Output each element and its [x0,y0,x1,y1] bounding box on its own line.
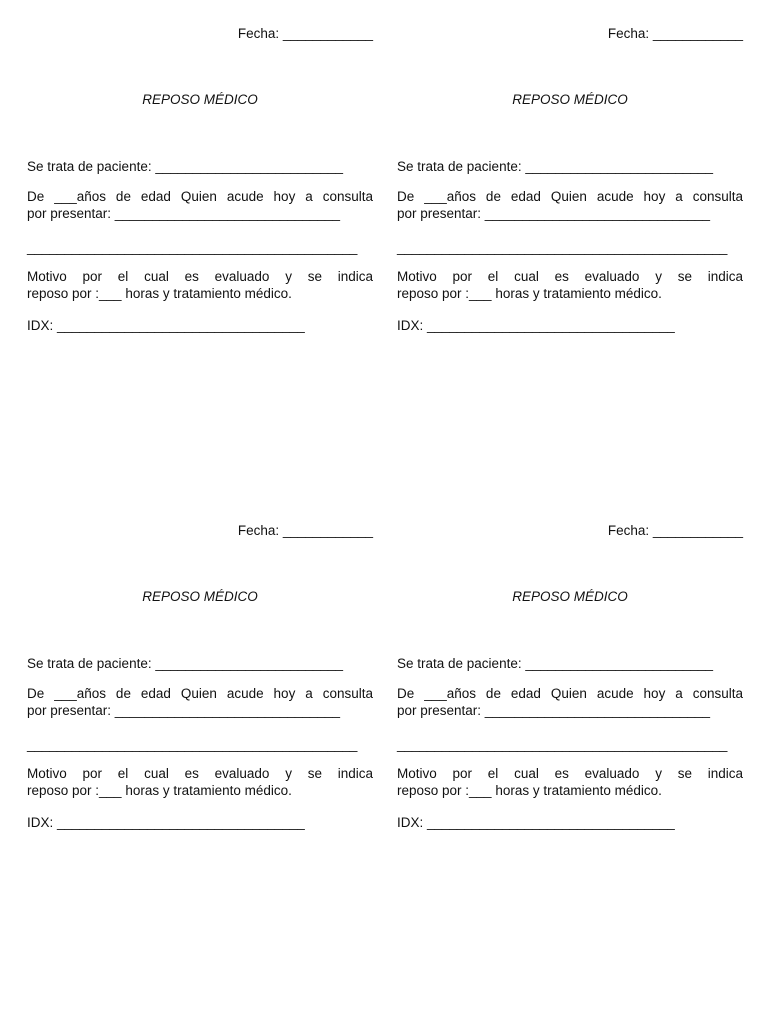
medical-rest-form-bottom-left [27,519,373,919]
blank-fill-line: ____________________________________________ [397,737,728,752]
idx-field: IDX: _________________________________ [397,318,675,333]
date-field: Fecha: ____________ [607,26,743,41]
medical-rest-form-bottom-right [397,519,743,919]
age-reason-paragraph [27,188,373,222]
age-line: De ___años de edad Quien acude hoy a consulta [27,686,373,701]
motive-line: Motivo por el cual es evaluado y se indica [397,766,743,781]
blank-fill-line: ____________________________________________ [27,240,358,255]
motive-line: Motivo por el cual es evaluado y se indica [27,269,373,284]
patient-field: Se trata de paciente: _________________________ [397,656,714,671]
motive-paragraph [397,268,743,302]
age-line: De ___años de edad Quien acude hoy a consulta [397,189,743,204]
patient-field: Se trata de paciente: _________________________ [27,159,344,174]
rest-hours-line: reposo por :___ horas y tratamiento médico. [397,783,662,798]
age-reason-paragraph [397,188,743,222]
blank-fill-line: ____________________________________________ [27,737,358,752]
medical-rest-form-top-right [397,22,743,422]
idx-field: IDX: _________________________________ [27,318,305,333]
date-field: Fecha: ____________ [237,523,373,538]
presenting-line: por presentar: ______________________________ [397,703,711,718]
rest-hours-line: reposo por :___ horas y tratamiento médico. [397,286,662,301]
motive-line: Motivo por el cual es evaluado y se indica [27,766,373,781]
form-title: REPOSO MÉDICO [512,92,628,107]
age-reason-paragraph [397,685,743,719]
motive-paragraph [27,268,373,302]
presenting-line: por presentar: ______________________________ [27,206,341,221]
motive-paragraph [397,765,743,799]
form-title: REPOSO MÉDICO [142,589,258,604]
date-field: Fecha: ____________ [607,523,743,538]
age-reason-paragraph [27,685,373,719]
patient-field: Se trata de paciente: _________________________ [27,656,344,671]
form-title: REPOSO MÉDICO [142,92,258,107]
medical-rest-form-top-left [27,22,373,422]
idx-field: IDX: _________________________________ [397,815,675,830]
age-line: De ___años de edad Quien acude hoy a consulta [27,189,373,204]
presenting-line: por presentar: ______________________________ [27,703,341,718]
blank-fill-line: ____________________________________________ [397,240,728,255]
motive-line: Motivo por el cual es evaluado y se indica [397,269,743,284]
presenting-line: por presentar: ______________________________ [397,206,711,221]
rest-hours-line: reposo por :___ horas y tratamiento médico. [27,286,292,301]
patient-field: Se trata de paciente: _________________________ [397,159,714,174]
motive-paragraph [27,765,373,799]
date-field: Fecha: ____________ [237,26,373,41]
rest-hours-line: reposo por :___ horas y tratamiento médico. [27,783,292,798]
idx-field: IDX: _________________________________ [27,815,305,830]
form-title: REPOSO MÉDICO [512,589,628,604]
age-line: De ___años de edad Quien acude hoy a consulta [397,686,743,701]
